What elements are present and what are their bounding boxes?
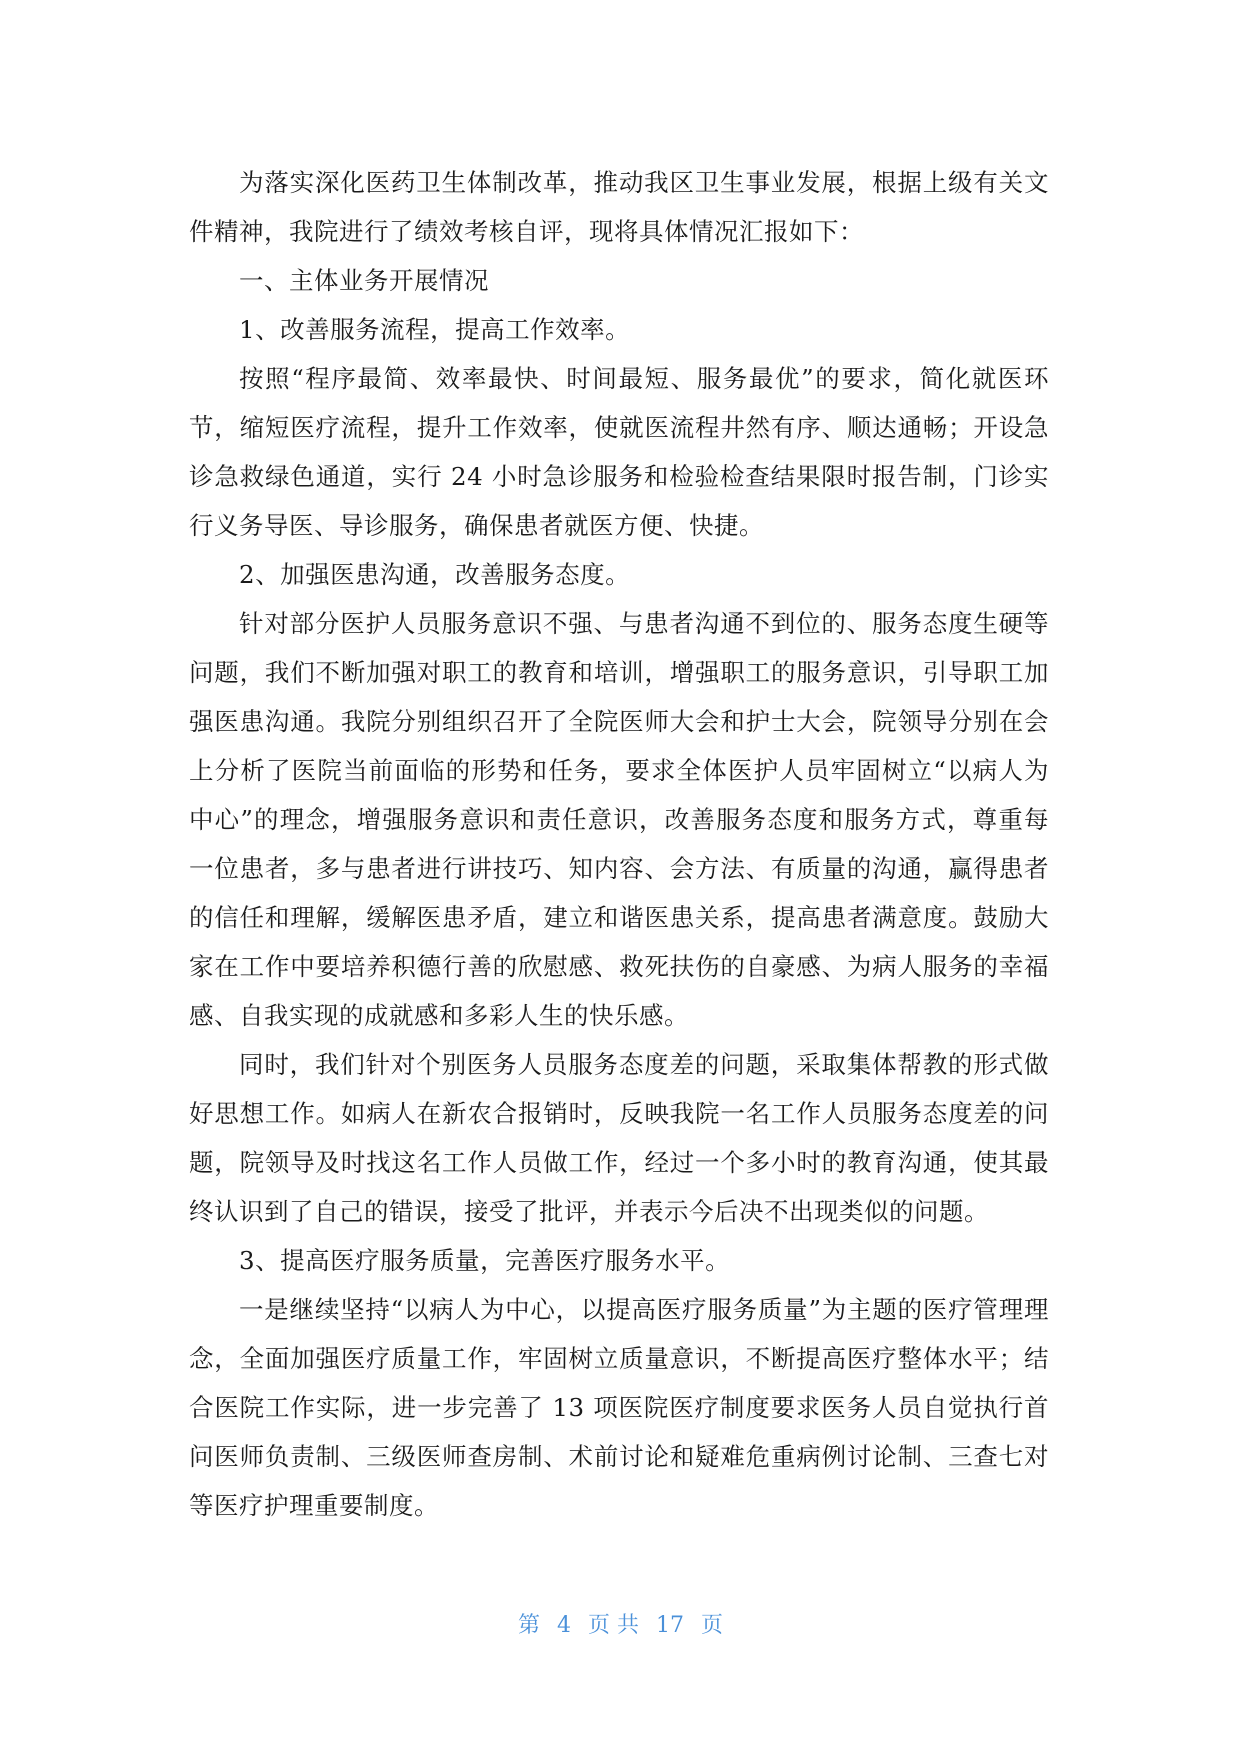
footer-suffix: 页 (701, 1613, 724, 1638)
footer-current-page: 4 (557, 1613, 571, 1638)
document-body (189, 158, 1049, 1530)
subheading-medical-quality: 3、提高医疗服务质量，完善医疗服务水平。 (239, 1246, 731, 1275)
subheading-doctor-patient-communication: 2、加强医患沟通，改善服务态度。 (239, 560, 631, 589)
paragraph-service-attitude: 同时，我们针对个别医务人员服务态度差的问题，采取集体帮教的形式做好思想工作。如病人在新农合报销时，反映我院一名工作人员服务态度差的问题，院领导及时找这名工作人员做工作，经过一个多小时的教育沟通，使其最终认识到了自己的错误，接受了批评，并表示今后决不出现类似的问题。 (189, 1050, 1049, 1226)
footer-total-pages: 17 (656, 1613, 684, 1638)
footer-middle: 页 共 (588, 1613, 639, 1638)
subheading-service-process: 1、改善服务流程，提高工作效率。 (239, 315, 631, 344)
section-heading-main-business: 一、主体业务开展情况 (239, 266, 489, 295)
paragraph-medical-quality: 一是继续坚持“以病人为中心，以提高医疗服务质量”为主题的医疗管理理念，全面加强医疗质量工作，牢固树立质量意识，不断提高医疗整体水平；结合医院工作实际，进一步完善了 13 项医院医疗制度要求医务人员自觉执行首问医师负责制、三级医师查房制、术前讨论和疑难危重病例讨论制、三查七对等医疗护理重要制度。 (189, 1295, 1049, 1520)
paragraph-doctor-patient-communication: 针对部分医护人员服务意识不强、与患者沟通不到位的、服务态度生硬等问题，我们不断加强对职工的教育和培训，增强职工的服务意识，引导职工加强医患沟通。我院分别组织召开了全院医师大会和护士大会，院领导分别在会上分析了医院当前面临的形势和任务，要求全体医护人员牢固树立“以病人为中心”的理念，增强服务意识和责任意识，改善服务态度和服务方式，尊重每一位患者，多与患者进行讲技巧、知内容、会方法、有质量的沟通，赢得患者的信任和理解，缓解医患矛盾，建立和谐医患关系，提高患者满意度。鼓励大家在工作中要培养积德行善的欣慰感、救死扶伤的自豪感、为病人服务的幸福感、自我实现的成就感和多彩人生的快乐感。 (189, 609, 1049, 1030)
footer-prefix: 第 (517, 1613, 540, 1638)
page-number-footer (0, 1611, 1241, 1641)
paragraph-service-process: 按照“程序最简、效率最快、时间最短、服务最优”的要求，简化就医环节，缩短医疗流程，提升工作效率，使就医流程井然有序、顺达通畅；开设急诊急救绿色通道，实行 24 小时急诊服务和检验检查结果限时报告制，门诊实行义务导医、导诊服务，确保患者就医方便、快捷。 (189, 364, 1049, 540)
intro-paragraph: 为落实深化医药卫生体制改革，推动我区卫生事业发展，根据上级有关文件精神，我院进行了绩效考核自评，现将具体情况汇报如下： (189, 168, 1049, 246)
